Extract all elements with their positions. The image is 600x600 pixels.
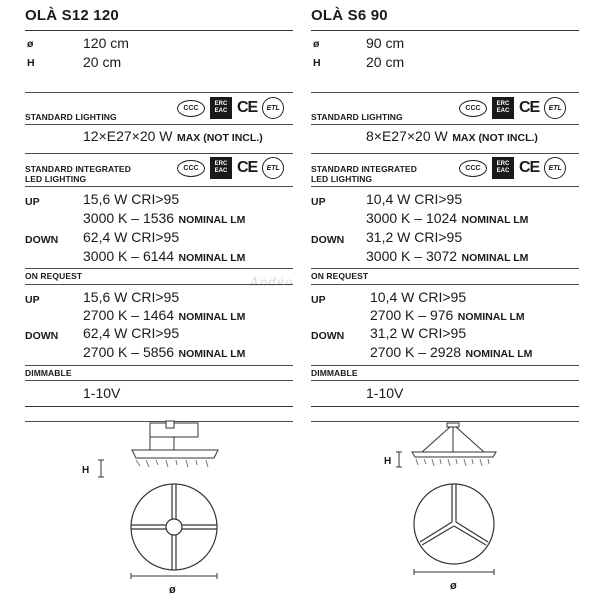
diameter-label: ø [169, 584, 176, 596]
up-spec [83, 210, 245, 228]
up-spec-unit: NOMINAL LM [457, 311, 525, 323]
down-spec-value: 3000 K – 3072 [366, 248, 458, 264]
up-power: 10,4 W CRI>95 [370, 289, 467, 305]
product-title: OLÀ S12 120 [25, 7, 119, 24]
divider [311, 30, 579, 31]
watermark: Andéo [250, 275, 294, 289]
down-spec [366, 248, 528, 266]
ccc-icon: CCC [459, 100, 487, 117]
down-spec-value: 2700 K – 5856 [83, 344, 175, 360]
height-symbol: H [27, 57, 35, 69]
down-spec-unit: NOMINAL LM [461, 252, 529, 264]
integrated-label-line1: STANDARD INTEGRATED [25, 164, 131, 174]
suspension-cable [422, 427, 450, 452]
divider [311, 124, 579, 125]
divider [311, 92, 579, 93]
dimmable-label: DIMMABLE [25, 368, 72, 378]
suspension-cable [456, 427, 484, 452]
pendant-top-view [414, 484, 494, 564]
diameter-dimension [131, 573, 217, 579]
up-spec-value: 2700 K – 1464 [83, 307, 175, 323]
eac-top-text: ERC [496, 161, 510, 167]
diameter-value: 90 cm [366, 35, 405, 51]
on-request-label: ON REQUEST [25, 271, 83, 281]
eac-bottom-text: EAC [214, 168, 228, 174]
center-hub [166, 519, 182, 535]
diameter-dimension [414, 569, 494, 575]
dimmable-value: 1-10V [83, 385, 121, 401]
integrated-led-label [311, 164, 417, 184]
eac-icon [492, 97, 514, 119]
diameter-value: 120 cm [83, 35, 129, 51]
eac-icon [210, 157, 232, 179]
etl-icon: ETL [262, 157, 284, 179]
eac-top-text: ERC [214, 101, 228, 107]
product-drawing-left [0, 420, 300, 600]
up-label: UP [25, 294, 40, 306]
up-power: 15,6 W CRI>95 [83, 289, 180, 305]
height-dimension [396, 452, 402, 467]
down-spec-value: 2700 K – 2928 [370, 344, 462, 360]
crystal-fringe [416, 459, 489, 466]
down-spec [370, 344, 532, 362]
down-spec-unit: NOMINAL LM [465, 348, 533, 360]
down-spec [83, 344, 245, 362]
pendant-top-view [131, 484, 217, 570]
crystal-fringe [136, 460, 208, 467]
standard-lighting-label: STANDARD LIGHTING [311, 112, 403, 122]
up-spec-value: 3000 K – 1536 [83, 210, 175, 226]
divider [311, 365, 579, 366]
integrated-label-line1: STANDARD INTEGRATED [311, 164, 417, 174]
divider [25, 406, 293, 407]
diameter-symbol: ø [27, 38, 34, 50]
up-power: 10,4 W CRI>95 [366, 191, 463, 207]
ccc-icon: CCC [459, 160, 487, 177]
diameter-label: ø [450, 580, 457, 592]
up-label: UP [311, 294, 326, 306]
divider [25, 284, 293, 285]
ce-icon: CE [237, 99, 258, 116]
eac-icon [492, 157, 514, 179]
down-spec-unit: NOMINAL LM [178, 252, 246, 264]
up-spec [366, 210, 528, 228]
standard-suffix: MAX (NOT INCL.) [176, 132, 263, 144]
standard-lamps: 12×E27×20 W [83, 128, 173, 144]
up-label: UP [25, 196, 40, 208]
certification-icons [459, 157, 566, 179]
standard-lamps: 8×E27×20 W [366, 128, 448, 144]
down-label: DOWN [311, 234, 345, 246]
down-label: DOWN [311, 330, 345, 342]
divider [25, 380, 293, 381]
divider [25, 365, 293, 366]
ccc-icon: CCC [177, 100, 205, 117]
integrated-led-label [25, 164, 131, 184]
divider [25, 124, 293, 125]
pendant-side-view [132, 421, 218, 467]
down-power: 31,2 W CRI>95 [366, 229, 463, 245]
height-symbol: H [313, 57, 321, 69]
canopy-mount [166, 421, 174, 428]
certification-icons [177, 97, 284, 119]
eac-top-text: ERC [214, 161, 228, 167]
standard-suffix: MAX (NOT INCL.) [452, 132, 538, 144]
integrated-label-line2: LED LIGHTING [311, 174, 373, 184]
divider [311, 268, 579, 269]
ce-icon: CE [519, 99, 540, 116]
divider [25, 92, 293, 93]
up-label: UP [311, 196, 326, 208]
eac-icon [210, 97, 232, 119]
up-spec-value: 2700 K – 976 [370, 307, 454, 323]
divider [25, 153, 293, 154]
divider [311, 406, 579, 407]
divider [311, 284, 579, 285]
pendant-side-view [412, 423, 496, 466]
diameter-symbol: ø [313, 38, 320, 50]
integrated-label-line2: LED LIGHTING [25, 174, 87, 184]
divider [25, 268, 293, 269]
up-spec-unit: NOMINAL LM [178, 214, 246, 226]
dimmable-value: 1-10V [366, 385, 404, 401]
etl-icon: ETL [544, 97, 566, 119]
ccc-icon: CCC [177, 160, 205, 177]
height-value: 20 cm [83, 54, 122, 70]
up-spec [370, 307, 525, 325]
height-label: H [384, 456, 392, 467]
standard-lighting-value [366, 128, 538, 146]
down-power: 62,4 W CRI>95 [83, 325, 180, 341]
height-value: 20 cm [366, 54, 405, 70]
divider [311, 186, 579, 187]
down-spec-unit: NOMINAL LM [178, 348, 246, 360]
standard-lighting-value [83, 128, 263, 146]
lamp-body [132, 450, 218, 458]
down-power: 62,4 W CRI>95 [83, 229, 180, 245]
up-spec-unit: NOMINAL LM [178, 311, 246, 323]
height-dimension [98, 460, 104, 477]
outer-ring [414, 484, 494, 564]
lamp-body [412, 452, 496, 457]
product-drawing-right [300, 420, 600, 600]
height-label: H [82, 465, 90, 476]
divider [311, 380, 579, 381]
eac-bottom-text: EAC [496, 168, 510, 174]
eac-bottom-text: EAC [214, 108, 228, 114]
etl-icon: ETL [262, 97, 284, 119]
divider [25, 186, 293, 187]
product-title: OLÀ S6 90 [311, 7, 388, 24]
down-label: DOWN [25, 234, 59, 246]
eac-top-text: ERC [496, 101, 510, 107]
up-spec-unit: NOMINAL LM [461, 214, 529, 226]
on-request-label: ON REQUEST [311, 271, 369, 281]
up-power: 15,6 W CRI>95 [83, 191, 180, 207]
divider [311, 153, 579, 154]
certification-icons [459, 97, 566, 119]
down-power: 31,2 W CRI>95 [370, 325, 467, 341]
certification-icons [177, 157, 284, 179]
up-spec-value: 3000 K – 1024 [366, 210, 458, 226]
ce-icon: CE [237, 159, 258, 176]
canopy [447, 423, 459, 427]
down-spec [83, 248, 245, 266]
up-spec [83, 307, 245, 325]
etl-icon: ETL [544, 157, 566, 179]
down-spec-value: 3000 K – 6144 [83, 248, 175, 264]
dimmable-label: DIMMABLE [311, 368, 358, 378]
divider [25, 30, 293, 31]
eac-bottom-text: EAC [496, 108, 510, 114]
standard-lighting-label: STANDARD LIGHTING [25, 112, 117, 122]
ce-icon: CE [519, 159, 540, 176]
down-label: DOWN [25, 330, 59, 342]
